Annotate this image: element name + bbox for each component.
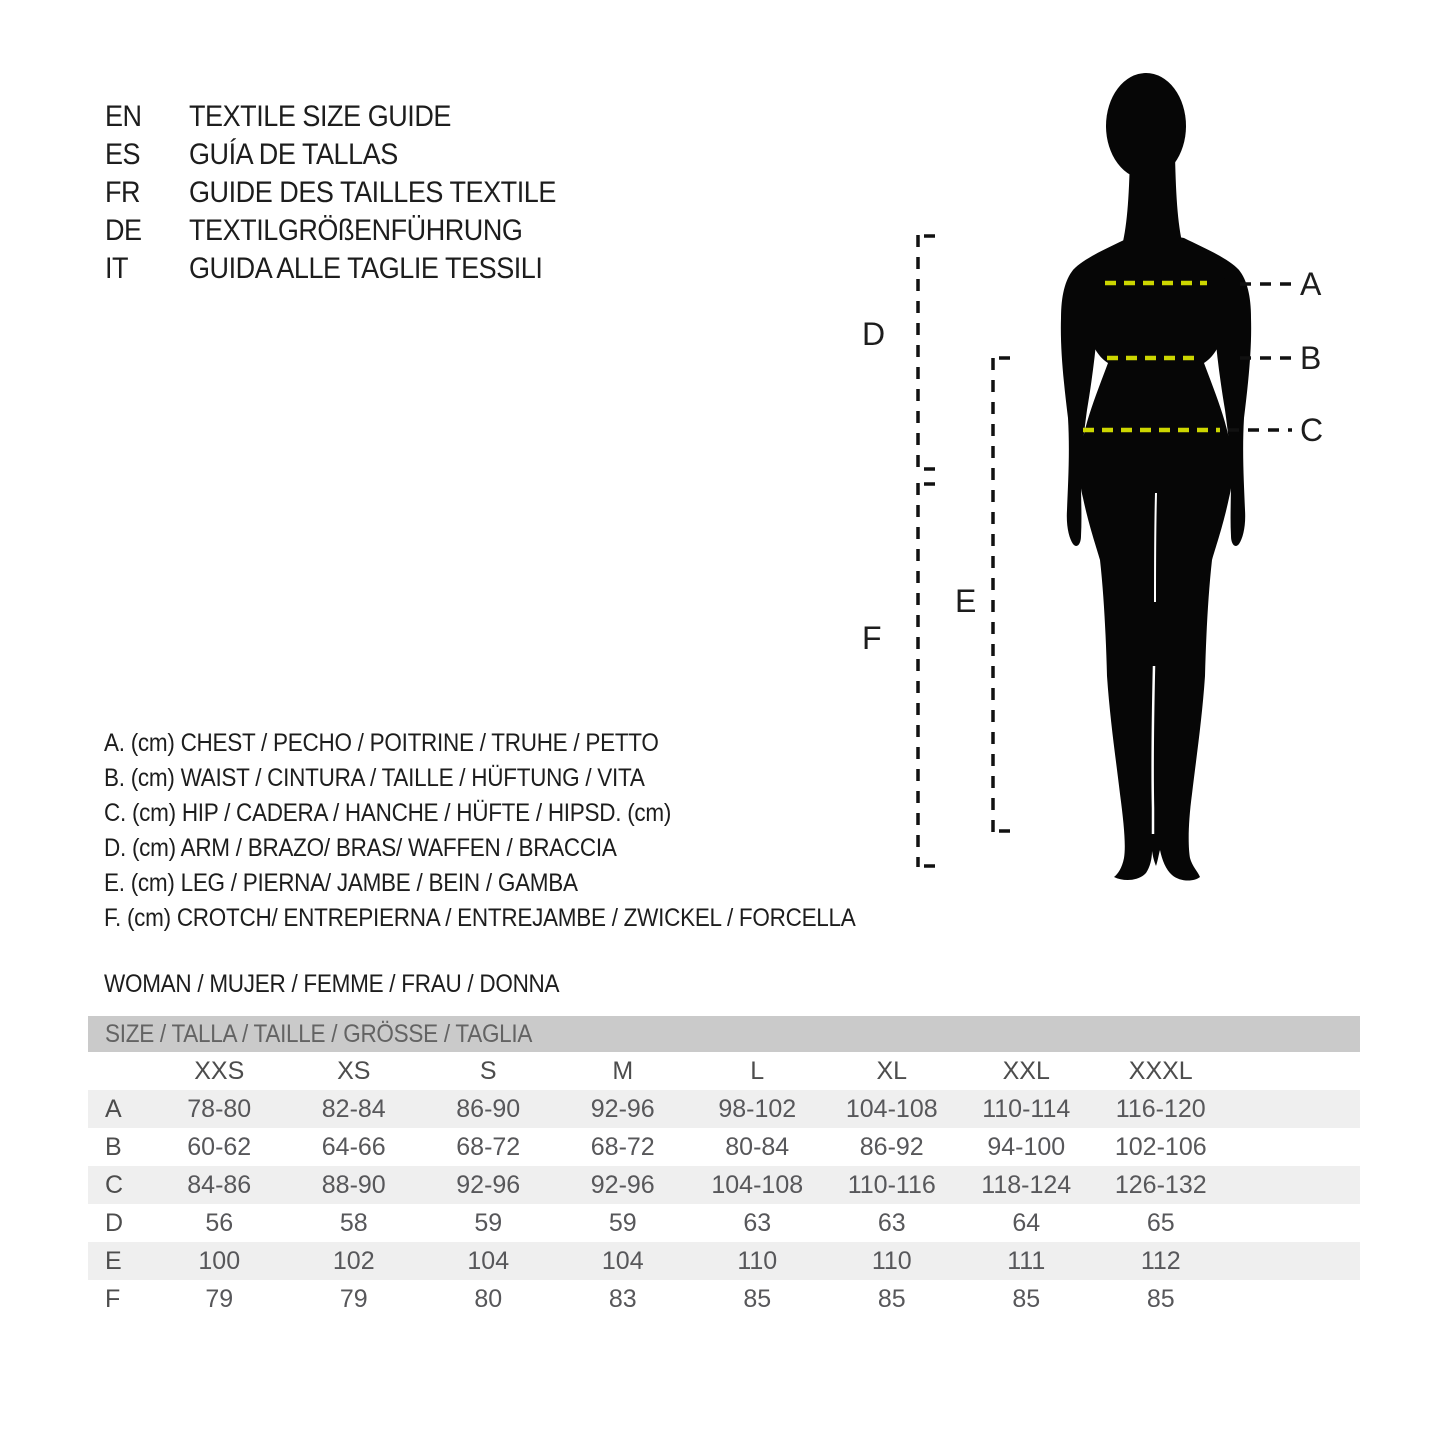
cell-value: 83 [608, 1284, 637, 1313]
col-s: S [479, 1056, 497, 1085]
col-xl: XL [876, 1056, 908, 1085]
woman-silhouette [1061, 73, 1251, 881]
cell-value: 84-86 [187, 1170, 252, 1199]
cell-value: 104-108 [845, 1094, 938, 1123]
lang-title: GUÍA DE TALLAS [189, 138, 398, 171]
cell-value: 78-80 [187, 1094, 252, 1123]
lang-row-fr [105, 174, 597, 212]
cell-value: 110 [871, 1246, 912, 1275]
table-row [88, 1090, 1360, 1128]
cell-value: 110-116 [847, 1170, 936, 1199]
cell-value: 79 [339, 1284, 368, 1313]
lang-row-it [105, 250, 597, 288]
label-c: C [1300, 412, 1324, 448]
cell-value: 102 [332, 1246, 375, 1275]
calf-gap-line [1153, 666, 1154, 834]
lang-title: TEXTILGRÖßENFÜHRUNG [189, 214, 523, 247]
lang-code: DE [105, 214, 142, 247]
cell-value: 100 [198, 1246, 241, 1275]
cell-value: 64-66 [321, 1132, 386, 1161]
label-f: F [862, 620, 882, 656]
cell-value: 63 [877, 1208, 906, 1237]
cell-value: 110-114 [982, 1094, 1071, 1123]
cell-value: 104-108 [711, 1170, 804, 1199]
lang-title: GUIDE DES TAILLES TEXTILE [189, 176, 556, 209]
measurement-legend [104, 726, 939, 936]
lang-title: GUIDA ALLE TAGLIE TESSILI [189, 252, 543, 285]
cell-value: 56 [205, 1208, 234, 1237]
legend-line-d: D. (cm) ARM / BRAZO/ BRAS/ WAFFEN / BRACCIA [104, 834, 617, 862]
legend-line-e: E. (cm) LEG / PIERNA/ JAMBE / BEIN / GAMBA [104, 869, 578, 897]
cell-value: 118-124 [981, 1170, 1072, 1199]
lang-row-en [105, 98, 597, 136]
cell-value: 92-96 [590, 1094, 655, 1123]
cell-value: 80 [474, 1284, 503, 1313]
col-m: M [612, 1056, 634, 1085]
size-table [88, 1016, 1360, 1318]
col-xxxl: XXXL [1128, 1056, 1193, 1085]
cell-value: 59 [608, 1208, 637, 1237]
cell-value: 104 [467, 1246, 510, 1275]
cell-value: 126-132 [1114, 1170, 1207, 1199]
cell-value: 63 [743, 1208, 772, 1237]
cell-value: 82-84 [321, 1094, 386, 1123]
table-row [88, 1280, 1360, 1318]
size-table-title: SIZE / TALLA / TAILLE / GRÖSSE / TAGLIA [105, 1020, 533, 1048]
thigh-gap-line [1155, 493, 1156, 602]
cell-value: 94-100 [987, 1132, 1066, 1161]
lang-row-de [105, 212, 597, 250]
row-label: C [105, 1170, 124, 1199]
table-row [88, 1204, 1360, 1242]
cell-value: 60-62 [187, 1132, 252, 1161]
lang-code: IT [105, 252, 129, 285]
cell-value: 112 [1140, 1246, 1181, 1275]
cell-value: 58 [339, 1208, 368, 1237]
table-row [88, 1242, 1360, 1280]
col-xxl: XXL [1002, 1056, 1050, 1085]
table-row [88, 1128, 1360, 1166]
col-l: L [750, 1056, 765, 1085]
col-xxs: XXS [194, 1056, 245, 1085]
row-label: E [105, 1246, 122, 1275]
cell-value: 85 [877, 1284, 906, 1313]
cell-value: 104 [601, 1246, 644, 1275]
label-d: D [862, 316, 886, 352]
cell-value: 68-72 [590, 1132, 655, 1161]
row-label: A [105, 1094, 122, 1123]
cell-value: 79 [205, 1284, 234, 1313]
cell-value: 85 [743, 1284, 772, 1313]
legend-line-a: A. (cm) CHEST / PECHO / POITRINE / TRUHE / PETTO [104, 729, 659, 757]
size-table-header-band [88, 1016, 1360, 1052]
cell-value: 64 [1012, 1208, 1041, 1237]
lang-code: FR [105, 176, 141, 209]
label-e: E [955, 583, 977, 619]
category-text: WOMAN / MUJER / FEMME / FRAU / DONNA [104, 970, 560, 998]
lang-title: TEXTILE SIZE GUIDE [189, 100, 451, 133]
cell-value: 116-120 [1115, 1094, 1206, 1123]
size-columns-row [88, 1052, 1360, 1090]
cell-value: 92-96 [456, 1170, 521, 1199]
cell-value: 59 [474, 1208, 503, 1237]
lang-row-es [105, 136, 597, 174]
legend-line-c: C. (cm) HIP / CADERA / HANCHE / HÜFTE / HIPSD. (cm) [104, 799, 672, 827]
lang-code: ES [105, 138, 141, 171]
cell-value: 65 [1146, 1208, 1175, 1237]
cell-value: 86-92 [859, 1132, 924, 1161]
cell-value: 85 [1012, 1284, 1041, 1313]
legend-line-b: B. (cm) WAIST / CINTURA / TAILLE / HÜFTUNG / VITA [104, 764, 645, 792]
cell-value: 98-102 [718, 1094, 797, 1123]
lang-code: EN [105, 100, 142, 133]
col-xs: XS [337, 1056, 371, 1085]
legend-line-f: F. (cm) CROTCH/ ENTREPIERNA / ENTREJAMBE / ZWICKEL / FORCELLA [104, 904, 856, 932]
cell-value: 102-106 [1114, 1132, 1207, 1161]
row-label: D [105, 1208, 124, 1237]
cell-value: 92-96 [590, 1170, 655, 1199]
language-title-block [105, 98, 597, 288]
row-label: B [105, 1132, 122, 1161]
cell-value: 111 [1007, 1246, 1046, 1275]
row-label: F [105, 1284, 121, 1313]
table-row [88, 1166, 1360, 1204]
label-a: A [1300, 266, 1322, 302]
cell-value: 86-90 [456, 1094, 521, 1123]
cell-value: 68-72 [456, 1132, 521, 1161]
cell-value: 85 [1146, 1284, 1175, 1313]
category-line [104, 970, 610, 999]
cell-value: 110 [737, 1246, 778, 1275]
cell-value: 88-90 [321, 1170, 386, 1199]
label-b: B [1300, 340, 1322, 376]
cell-value: 80-84 [725, 1132, 790, 1161]
